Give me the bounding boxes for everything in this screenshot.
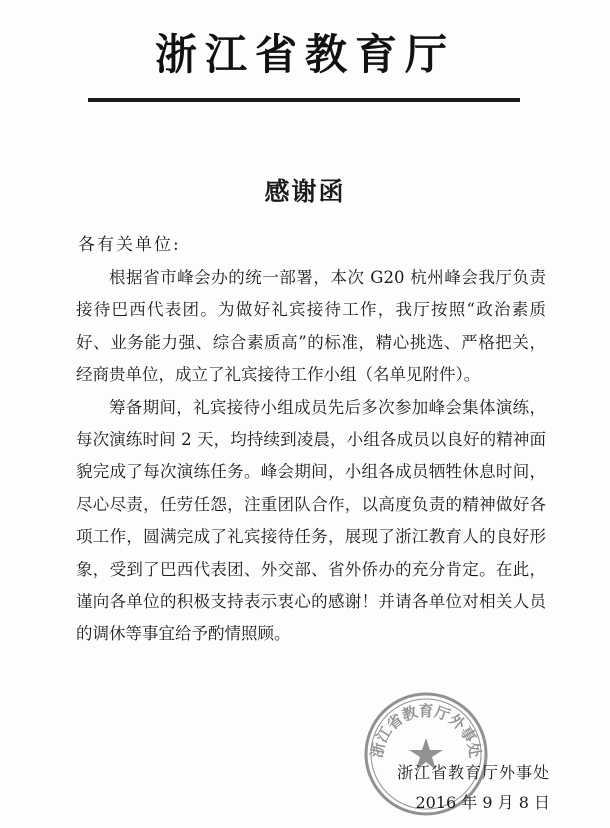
body-paragraph-1: 根据省市峰会办的统一部署，本次 G20 杭州峰会我厅负责接待巴西代表团。为做好礼宾接待工作，我厅按照“政治素质好、业务能力强、综合素质高”的标准，精心挑选、严格把关，经商贵单位，成立了礼宾接待工作小组（名单见附件）。 (76, 268, 546, 385)
letterhead-org-name: 浙江省教育厅 (154, 30, 455, 79)
document-title: 感谢函 (264, 177, 346, 206)
letterhead-rule (88, 98, 520, 102)
body-paragraph-2: 筹备期间，礼宾接待小组成员先后多次参加峰会集体演练，每次演练时间 2 天，均持续到凌晨，小组各成员以良好的精神面貌完成了每次演练任务。峰会期间，小组各成员牺牲休息时间，尽心尽责，任劳任怨，注重团队合作，以高度负责的精神做好各项工作，圆满完成了礼宾接待任务，展现了浙江教育人的良好形象，受到了巴西代表团、外交部、省外侨办的充分肯定。在此，谨向各单位的积极支持表示衷心的感谢！并请各单位对相关人员的调休等事宜给予酌情照顾。 (76, 397, 546, 644)
svg-text:浙江省教育厅外事处: 浙江省教育厅外事处 (367, 702, 485, 760)
salutation: 各有关单位: (78, 235, 181, 255)
letter-body (76, 262, 546, 651)
signature-org: 浙江省教育厅外事处 (396, 763, 550, 782)
letterhead (0, 22, 610, 82)
signature-date: 2016 年 9 月 8 日 (415, 793, 550, 812)
signature-block (340, 758, 550, 818)
